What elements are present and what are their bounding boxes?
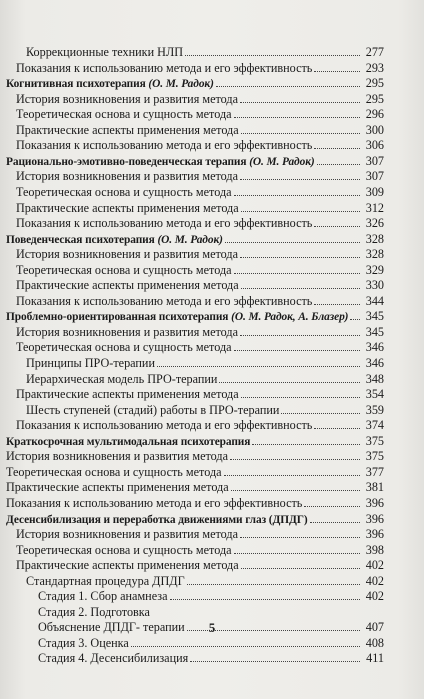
toc-entry-title-text: Теоретическая основа и сущность метода — [6, 464, 222, 479]
dot-leader — [304, 496, 360, 507]
toc-entry-page: 346 — [365, 356, 384, 370]
toc-entry-title-text: Когнитивная психотерапия — [6, 78, 146, 91]
dot-leader — [225, 232, 360, 243]
toc-entry-title — [16, 339, 232, 355]
dot-leader — [157, 356, 360, 367]
toc-entry-title — [16, 215, 312, 231]
toc-entry-title-text: Практические аспекты применения метода — [6, 480, 229, 495]
toc-entry-title-text: Краткосрочная мультимодальная психотерапия — [6, 435, 251, 448]
toc-entry-title-text: Стадия 3. Оценка — [38, 635, 129, 650]
dot-leader — [240, 325, 360, 336]
toc-entry-title — [16, 386, 239, 402]
toc-entry-title-text: История возникновения и развития метода — [16, 169, 238, 184]
toc-entry — [6, 231, 384, 247]
toc-entry-page: 402 — [365, 589, 384, 604]
toc-entry — [16, 184, 384, 200]
toc-entry-page: 402 — [365, 573, 384, 588]
toc-entry-title-text: Теоретическая основа и сущность метода — [16, 262, 232, 277]
toc-entry-title — [16, 417, 312, 433]
toc-entry — [16, 339, 384, 355]
toc-entry-page: 312 — [365, 200, 384, 215]
toc-entry-title-text: Поведенческая психотерапия — [6, 233, 155, 246]
toc-entry-page: 293 — [365, 60, 384, 75]
toc-entry-title-text: История возникновения и развития метода — [16, 324, 238, 339]
toc-entry-title-text: Иерархическая модель ПРО-терапии — [26, 371, 218, 386]
dot-leader — [241, 201, 360, 212]
toc-entry-title-text: Практические аспекты применения метода — [16, 387, 239, 402]
toc-entry-title — [16, 324, 238, 340]
toc-entry-page: 375 — [365, 449, 384, 464]
toc-entry-title — [26, 44, 183, 60]
toc-entry — [26, 355, 384, 371]
toc-entry-title-text: Теоретическая основа и сущность метода — [16, 184, 232, 199]
toc-entry — [16, 106, 384, 122]
toc-entry-page: 277 — [365, 45, 384, 59]
toc-entry-title — [26, 355, 155, 371]
toc-entry-title-text: Практические аспекты применения метода — [16, 558, 239, 573]
toc-entry-title-text: Показания к использованию метода и его эффективность — [16, 216, 313, 231]
toc-entry-page: 411 — [366, 651, 384, 666]
toc-entry-title — [16, 200, 239, 216]
toc-entry-author: (О. М. Радок) — [157, 233, 223, 246]
toc-entry-title — [16, 526, 238, 542]
toc-entry-page: 346 — [365, 340, 384, 355]
dot-leader — [187, 574, 360, 585]
dot-leader — [231, 480, 360, 491]
dot-leader — [240, 247, 360, 258]
toc-entry-title-text: Показания к использованию метода и его эффективность — [16, 138, 313, 153]
dot-leader — [314, 216, 360, 227]
toc-entry-page: 309 — [365, 184, 384, 199]
toc-entry — [26, 402, 384, 418]
toc-entry-title-text: Коррекционные техники НЛП — [26, 45, 184, 59]
toc-entry-title — [16, 262, 232, 278]
toc-entry-page: 402 — [365, 558, 384, 573]
toc-entry — [26, 44, 384, 60]
toc-entry-page: 377 — [365, 464, 384, 479]
toc-entry — [16, 557, 384, 573]
toc-entry-title-text: Принципы ПРО-терапии — [26, 356, 155, 370]
toc-entry-page: 345 — [365, 324, 384, 339]
toc-entry-title-text: Рационально-эмотивно-поведенческая терапия — [6, 155, 247, 168]
toc-entry-title-text: Теоретическая основа и сущность метода — [16, 542, 232, 557]
dot-leader — [350, 309, 360, 320]
toc-entry-title — [38, 635, 129, 651]
toc-entry — [26, 573, 384, 589]
dot-leader — [234, 543, 360, 554]
toc-entry — [16, 262, 384, 278]
dot-leader — [252, 434, 360, 445]
toc-entry-title — [6, 464, 222, 480]
page-number: 5 — [208, 620, 216, 635]
toc-entry-title-text: Показания к использованию метода и его эффективность — [6, 495, 303, 510]
toc-entry-title — [16, 122, 239, 138]
toc-entry-page: 326 — [365, 216, 384, 231]
dot-leader — [310, 512, 360, 523]
toc-entry-title — [16, 168, 238, 184]
toc-entry-page: 344 — [365, 293, 384, 308]
toc-entry-title-text: Стадия 2. Подготовка — [38, 604, 150, 619]
toc-entry-page: 408 — [365, 635, 384, 650]
toc-entry-title-text: История возникновения и развития метода — [6, 449, 228, 464]
toc-entry-title-text: Десенсибилизация и переработка движениями глаз (ДПДГ) — [6, 513, 308, 526]
toc-entry-title-text: Практические аспекты применения метода — [16, 122, 239, 137]
dot-leader — [170, 589, 361, 600]
toc-entry — [16, 122, 384, 138]
toc-entry-title-text: Стадия 1. Сбор анамнеза — [38, 589, 168, 604]
toc-entry-page: 354 — [365, 387, 384, 402]
toc-entry-page: 307 — [365, 169, 384, 184]
dot-leader — [216, 76, 360, 87]
dot-leader — [314, 294, 360, 305]
toc-entry — [38, 650, 384, 666]
toc-entry-title — [16, 184, 232, 200]
toc-entry-title-text: Стандартная процедура ДПДГ — [26, 573, 185, 588]
toc-entry-title — [26, 402, 279, 418]
toc-entry-page: 348 — [365, 371, 384, 386]
toc-entry — [6, 464, 384, 480]
toc-entry-title-text: Шесть ступеней (стадий) работы в ПРО-терапии — [26, 402, 280, 417]
toc-entry — [16, 386, 384, 402]
toc-entry-page: 375 — [365, 433, 384, 448]
toc-entry-title — [16, 60, 312, 76]
toc-entry-title-text: Практические аспекты применения метода — [16, 278, 239, 293]
toc-entry — [6, 495, 384, 511]
dot-leader — [219, 372, 360, 383]
toc-entry-page: 396 — [365, 495, 384, 510]
toc-entry — [6, 433, 384, 449]
dot-leader — [234, 263, 360, 274]
toc-entry-title-text: Показания к использованию метода и его эффективность — [16, 293, 313, 308]
dot-leader — [317, 154, 360, 165]
toc-entry-title-text: Объяснение ДПДГ- терапии — [38, 620, 185, 635]
toc-entry-page: 300 — [365, 122, 384, 137]
dot-leader — [314, 61, 360, 72]
dot-leader — [234, 340, 360, 351]
toc-entry — [16, 60, 384, 76]
toc-entry-author: (О. М. Радок) — [148, 78, 214, 91]
toc-entry-title — [6, 495, 302, 511]
toc-entry-page: 328 — [365, 247, 384, 262]
toc-entry-title — [16, 542, 232, 558]
toc-entry — [6, 75, 384, 91]
toc-entry — [6, 479, 384, 495]
toc-entry — [26, 371, 384, 387]
toc-entry — [16, 168, 384, 184]
toc-entry-page: 359 — [365, 402, 384, 417]
toc-entry-page: 295 — [365, 91, 384, 106]
toc-entry-title-text: Теоретическая основа и сущность метода — [16, 107, 232, 122]
dot-leader — [234, 107, 360, 118]
toc-entry-title-text: История возникновения и развития метода — [16, 91, 238, 106]
dot-leader — [240, 169, 360, 180]
dot-leader — [230, 449, 360, 460]
toc-entry-page: 396 — [365, 527, 384, 542]
toc-entry-page: 345 — [365, 309, 384, 324]
toc-entry — [16, 542, 384, 558]
dot-leader — [241, 123, 360, 134]
toc-entry — [16, 526, 384, 542]
dot-leader — [241, 278, 360, 289]
toc-entry-title-text: Показания к использованию метода и его эффективность — [16, 60, 313, 75]
dot-leader — [240, 527, 360, 538]
toc-entry-page: 329 — [365, 262, 384, 277]
toc-entry-page: 328 — [365, 231, 384, 246]
toc-entry — [16, 91, 384, 107]
toc-entry-title — [16, 91, 238, 107]
dot-leader — [224, 465, 360, 476]
toc-entry — [16, 324, 384, 340]
toc-entry-page: 307 — [365, 153, 384, 168]
toc-entry — [6, 153, 384, 169]
toc-entry-title-text: Практические аспекты применения метода — [16, 200, 239, 215]
toc-entry — [16, 277, 384, 293]
toc-entry-title — [26, 573, 185, 589]
toc-entry-title — [6, 448, 228, 464]
toc-entry-title — [16, 106, 232, 122]
dot-leader — [185, 45, 360, 56]
toc-entry-title — [16, 137, 312, 153]
toc-entry-title-text: История возникновения и развития метода — [16, 247, 238, 262]
dot-leader — [241, 387, 360, 398]
dot-leader — [240, 92, 360, 103]
toc-entry — [38, 635, 384, 651]
toc-entry — [16, 246, 384, 262]
toc-entry-title — [38, 604, 150, 620]
toc-entry-title-text: История возникновения и развития метода — [16, 527, 238, 542]
toc-entry-title — [38, 650, 188, 666]
dot-leader — [241, 558, 360, 569]
toc-entry-page: 374 — [365, 418, 384, 433]
toc-entry — [6, 511, 384, 527]
toc-entry-author: (О. М. Радок) — [249, 155, 315, 168]
toc-entry-page: 407 — [365, 620, 384, 635]
toc-entry-page: 295 — [365, 76, 384, 91]
toc-entry — [6, 308, 384, 324]
toc-entry-title-text: Стадия 4. Десенсибилизация — [38, 651, 189, 666]
dot-leader — [314, 418, 360, 429]
toc-entry-page: 296 — [365, 107, 384, 122]
dot-leader — [314, 138, 360, 149]
toc-entry-title-text: Теоретическая основа и сущность метода — [16, 340, 232, 355]
toc-entry-title — [16, 246, 238, 262]
toc-entry — [16, 137, 384, 153]
toc-entry-title — [16, 293, 312, 309]
toc-entry-title — [6, 479, 229, 495]
toc-entry-page: 330 — [365, 278, 384, 293]
toc-entry — [16, 293, 384, 309]
dot-leader — [234, 185, 360, 196]
toc-entry-title — [16, 277, 239, 293]
toc-entry-author: (О. М. Радок, А. Блазер) — [231, 311, 349, 324]
toc-entry-title — [16, 557, 239, 573]
toc-entry — [38, 604, 384, 620]
toc-entry-title-text: Показания к использованию метода и его эффективность — [16, 418, 313, 433]
toc-entry-title-text: Проблемно-ориентированная психотерапия — [6, 311, 229, 324]
toc-entry — [16, 200, 384, 216]
toc-entry — [16, 417, 384, 433]
dot-leader — [131, 636, 360, 647]
toc-entry-title — [38, 588, 168, 604]
toc-entry-title — [26, 371, 217, 387]
toc-entry — [38, 588, 384, 604]
toc-entry — [16, 215, 384, 231]
toc-entry-page: 381 — [365, 480, 384, 495]
dot-leader — [190, 651, 360, 662]
toc-entry — [6, 448, 384, 464]
dot-leader — [281, 403, 360, 414]
toc-entry-page: 398 — [365, 542, 384, 557]
toc-entry-page: 396 — [365, 511, 384, 526]
toc-entry-page: 306 — [365, 138, 384, 153]
